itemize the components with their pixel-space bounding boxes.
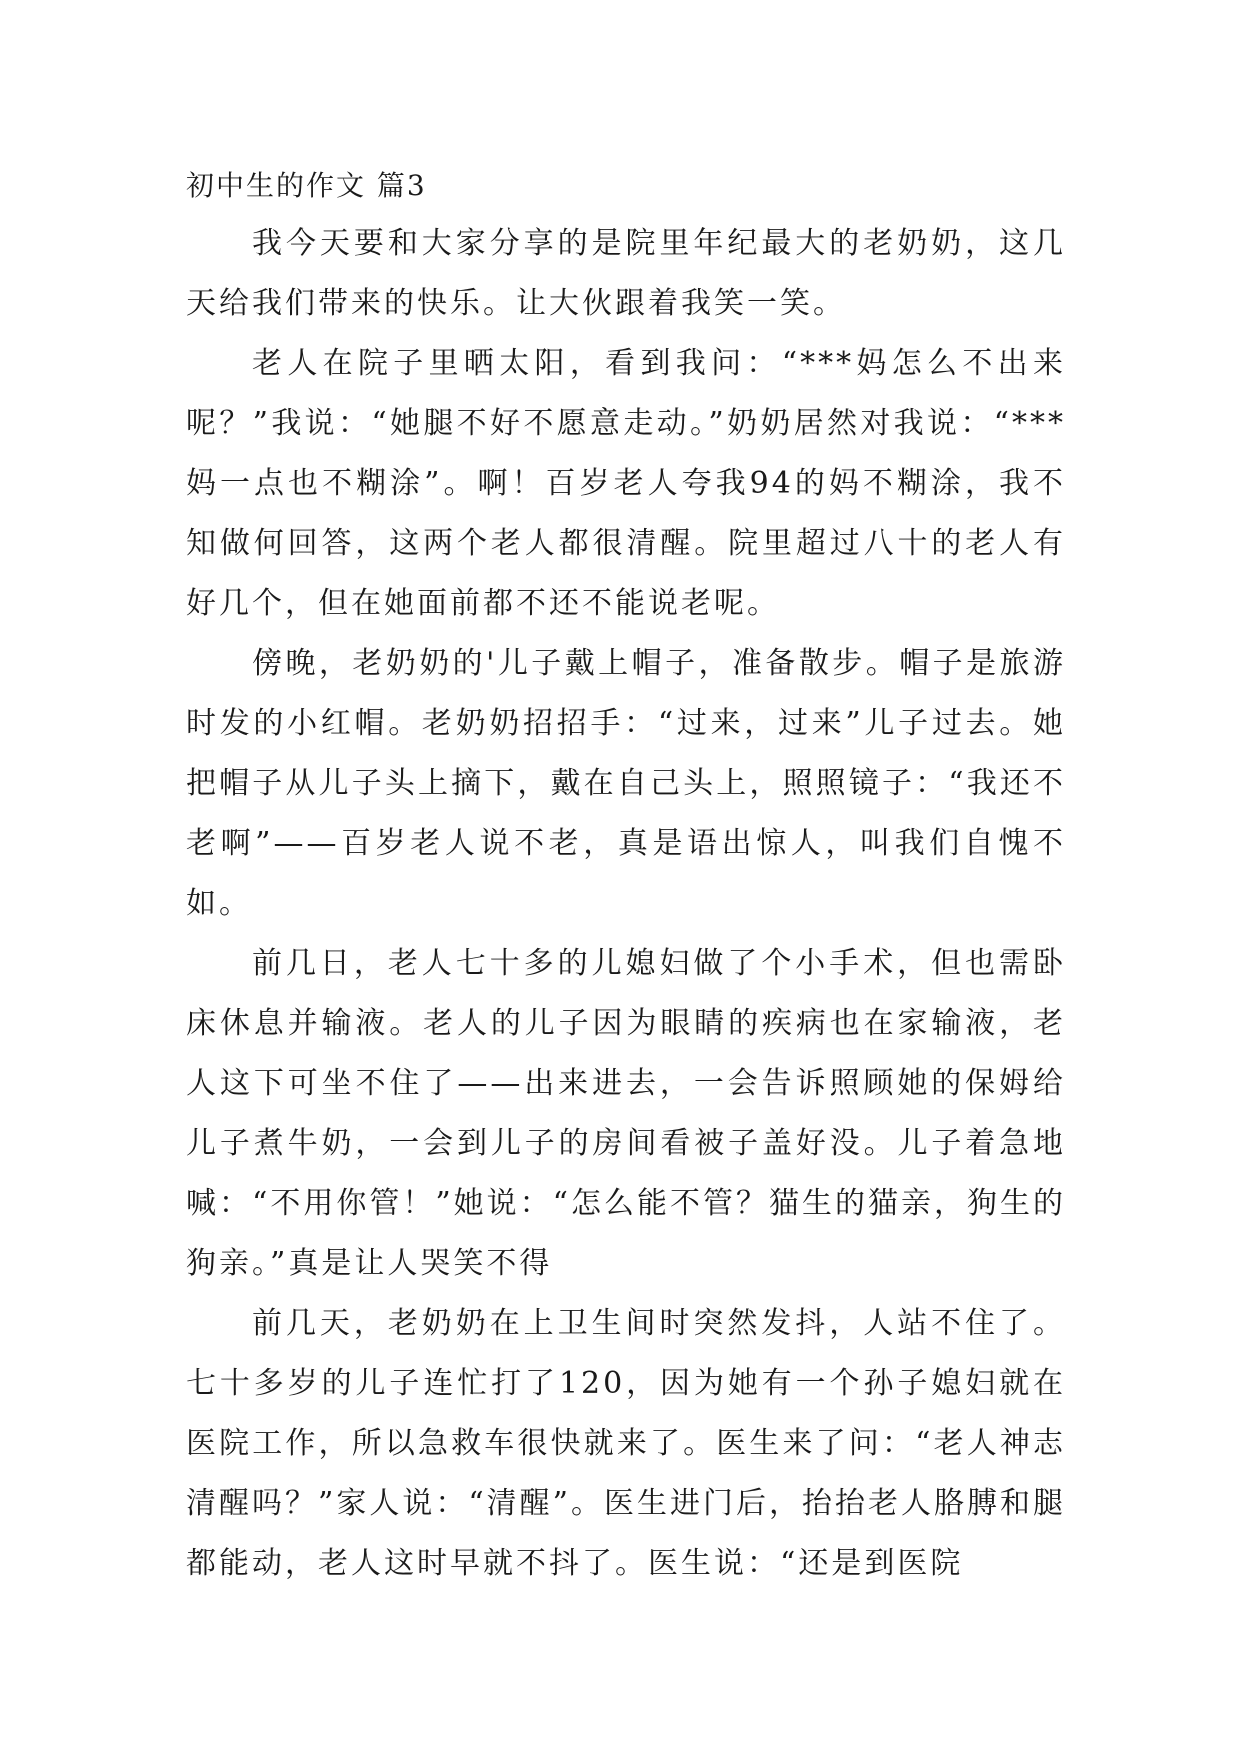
essay-title: 初中生的作文 篇3	[186, 169, 427, 202]
paragraph-5: 前几天，老奶奶在上卫生间时突然发抖，人站不住了。七十多岁的儿子连忙打了120，因为她有一个孙子媳妇就在医院工作，所以急救车很快就来了。医生来了问：“老人神志清醒吗？”家人说：“清醒”。医生进门后，抬抬老人胳膊和腿都能动，老人这时早就不抖了。医生说：“还是到医院	[186, 1306, 1067, 1581]
paragraph-4: 前几日，老人七十多的儿媳妇做了个小手术，但也需卧床休息并输液。老人的儿子因为眼睛的疾病也在家输液，老人这下可坐不住了——出来进去，一会告诉照顾她的保姆给儿子煮牛奶，一会到儿子的房间看被子盖好没。儿子着急地喊：“不用你管！”她说：“怎么能不管？猫生的猫亲，狗生的狗亲。”真是让人哭笑不得	[186, 946, 1067, 1281]
paragraph-1: 我今天要和大家分享的是院里年纪最大的老奶奶，这几天给我们带来的快乐。让大伙跟着我笑一笑。	[186, 226, 1066, 321]
paragraph-3: 傍晚，老奶奶的'儿子戴上帽子，准备散步。帽子是旅游时发的小红帽。老奶奶招招手：“过来，过来”儿子过去。她把帽子从儿子头上摘下，戴在自己头上，照照镜子：“我还不老啊”——百岁老人说不老，真是语出惊人，叫我们自愧不如。	[186, 646, 1066, 921]
essay-body	[186, 158, 1066, 1594]
paragraph-2: 老人在院子里晒太阳，看到我问：“***妈怎么不出来呢？”我说：“她腿不好不愿意走动。”奶奶居然对我说：“***妈一点也不糊涂”。啊！百岁老人夸我94的妈不糊涂，我不知做何回答，这两个老人都很清醒。院里超过八十的老人有好几个，但在她面前都不还不能说老呢。	[186, 346, 1066, 621]
